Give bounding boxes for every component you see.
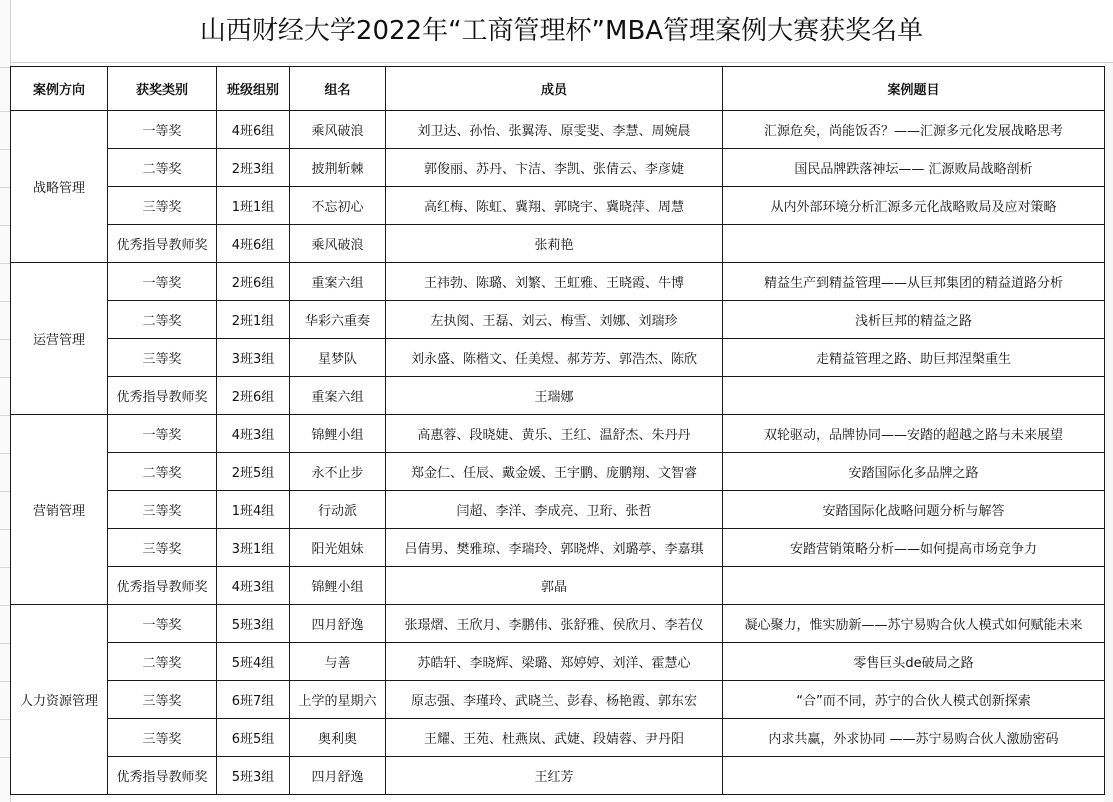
table-row: [11, 339, 1105, 377]
page-title: 山西财经大学2022年“工商管理杯”MBA管理案例大赛获奖名单: [10, 0, 1113, 63]
gutter-row-line: [0, 301, 10, 302]
cell-team: 与善: [290, 643, 386, 681]
cell-award: 三等奖: [108, 187, 217, 225]
cell-class: 2班1组: [217, 301, 290, 339]
cell-award: 优秀指导教师奖: [108, 757, 217, 795]
table-row: [11, 757, 1105, 795]
gutter-row-line: [0, 719, 10, 720]
gutter-row-line: [0, 67, 10, 68]
cell-topic: 凝心聚力，惟实励新——苏宁易购合伙人模式如何赋能未来: [723, 605, 1105, 643]
table-row: [11, 643, 1105, 681]
gutter-row-line: [0, 453, 10, 454]
cell-award: 一等奖: [108, 111, 217, 149]
cell-class: 2班6组: [217, 263, 290, 301]
cell-direction: 人力资源管理: [11, 605, 108, 795]
table-row: [11, 605, 1105, 643]
cell-class: 4班3组: [217, 567, 290, 605]
gutter-row-line: [0, 643, 10, 644]
gutter-row-line: [0, 149, 10, 150]
table-body: [11, 111, 1105, 795]
table-row: [11, 301, 1105, 339]
table-row: [11, 719, 1105, 757]
cell-members: 王祎勃、陈璐、刘繁、王虹雅、王晓霞、牛博: [386, 263, 723, 301]
cell-topic: 汇源危矣，尚能饭否？——汇源多元化发展战略思考: [723, 111, 1105, 149]
sheet-right-edge: [1104, 62, 1113, 802]
cell-members: 高惠蓉、段晓婕、黄乐、王红、温舒杰、朱丹丹: [386, 415, 723, 453]
table-row: [11, 149, 1105, 187]
gutter-row-line: [0, 681, 10, 682]
cell-award: 一等奖: [108, 605, 217, 643]
table-row: [11, 225, 1105, 263]
cell-topic: 零售巨头de破局之路: [723, 643, 1105, 681]
cell-team: 四月舒逸: [290, 757, 386, 795]
cell-direction: 战略管理: [11, 111, 108, 263]
cell-class: 5班3组: [217, 605, 290, 643]
cell-members: 苏皓轩、李晓辉、梁璐、郑婷婷、刘洋、霍慧心: [386, 643, 723, 681]
cell-members: 刘永盛、陈楷文、任美煜、郝芳芳、郭浩杰、陈欣: [386, 339, 723, 377]
cell-members: 郭俊丽、苏丹、卞洁、李凯、张倩云、李彦婕: [386, 149, 723, 187]
cell-team: 星梦队: [290, 339, 386, 377]
column-header-topic: 案例题目: [723, 67, 1105, 111]
gutter-row-line: [0, 377, 10, 378]
gutter-row-line: [0, 567, 10, 568]
cell-award: 二等奖: [108, 149, 217, 187]
table-row: [11, 377, 1105, 415]
gutter-row-line: [0, 225, 10, 226]
cell-class: 6班5组: [217, 719, 290, 757]
cell-topic: [723, 757, 1105, 795]
cell-topic: [723, 567, 1105, 605]
gutter-row-line: [0, 529, 10, 530]
table-row: [11, 263, 1105, 301]
cell-award: 优秀指导教师奖: [108, 377, 217, 415]
cell-team: 乘风破浪: [290, 111, 386, 149]
cell-topic: 双轮驱动，品牌协同——安踏的超越之路与未来展望: [723, 415, 1105, 453]
table-row: [11, 187, 1105, 225]
cell-class: 5班4组: [217, 643, 290, 681]
gutter-row-line: [0, 415, 10, 416]
cell-class: 5班3组: [217, 757, 290, 795]
cell-topic: “合”而不同，苏宁的合伙人模式创新探索: [723, 681, 1105, 719]
table-row: [11, 567, 1105, 605]
cell-class: 2班5组: [217, 453, 290, 491]
column-header-team: 组名: [290, 67, 386, 111]
cell-award: 三等奖: [108, 681, 217, 719]
gutter-row-line: [0, 491, 10, 492]
cell-team: 行动派: [290, 491, 386, 529]
cell-topic: 从内外部环境分析汇源多元化战略败局及应对策略: [723, 187, 1105, 225]
cell-topic: 国民品牌跌落神坛—— 汇源败局战略剖析: [723, 149, 1105, 187]
cell-members: 王红芳: [386, 757, 723, 795]
cell-topic: 内求共赢，外求协同 ——苏宁易购合伙人激励密码: [723, 719, 1105, 757]
cell-award: 三等奖: [108, 719, 217, 757]
cell-class: 1班4组: [217, 491, 290, 529]
column-header-members: 成员: [386, 67, 723, 111]
cell-topic: [723, 225, 1105, 263]
cell-team: 上学的星期六: [290, 681, 386, 719]
gutter-row-line: [0, 263, 10, 264]
cell-award: 三等奖: [108, 529, 217, 567]
cell-class: 3班1组: [217, 529, 290, 567]
header-row: [11, 67, 1105, 111]
cell-topic: [723, 377, 1105, 415]
award-table: [10, 66, 1105, 795]
table-row: [11, 111, 1105, 149]
cell-team: 锦鲤小组: [290, 415, 386, 453]
column-header-class: 班级组别: [217, 67, 290, 111]
cell-members: 郭晶: [386, 567, 723, 605]
cell-topic: 安踏营销策略分析——如何提高市场竞争力: [723, 529, 1105, 567]
cell-award: 优秀指导教师奖: [108, 567, 217, 605]
cell-direction: 营销管理: [11, 415, 108, 605]
cell-team: 重案六组: [290, 377, 386, 415]
cell-team: 永不止步: [290, 453, 386, 491]
gutter-row-line: [0, 757, 10, 758]
cell-members: 王瑞娜: [386, 377, 723, 415]
cell-class: 2班6组: [217, 377, 290, 415]
column-header-direction: 案例方向: [11, 67, 108, 111]
cell-award: 三等奖: [108, 339, 217, 377]
cell-award: 三等奖: [108, 491, 217, 529]
cell-class: 1班1组: [217, 187, 290, 225]
cell-members: 高红梅、陈虹、冀翔、郭晓宇、冀晓萍、周慧: [386, 187, 723, 225]
table-row: [11, 415, 1105, 453]
cell-members: 郑金仁、任辰、戴金媛、王宇鹏、庞鹏翔、文智睿: [386, 453, 723, 491]
table-row: [11, 491, 1105, 529]
cell-award: 一等奖: [108, 263, 217, 301]
cell-class: 4班3组: [217, 415, 290, 453]
cell-team: 乘风破浪: [290, 225, 386, 263]
cell-class: 4班6组: [217, 225, 290, 263]
cell-topic: 浅析巨邦的精益之路: [723, 301, 1105, 339]
cell-team: 阳光姐妹: [290, 529, 386, 567]
cell-team: 披荆斩棘: [290, 149, 386, 187]
cell-team: 四月舒逸: [290, 605, 386, 643]
cell-team: 重案六组: [290, 263, 386, 301]
cell-members: 刘卫达、孙怡、张翼涛、原雯斐、李慧、周婉晨: [386, 111, 723, 149]
cell-award: 优秀指导教师奖: [108, 225, 217, 263]
cell-topic: 安踏国际化多品牌之路: [723, 453, 1105, 491]
gutter-row-line: [0, 605, 10, 606]
cell-class: 2班3组: [217, 149, 290, 187]
cell-class: 6班7组: [217, 681, 290, 719]
cell-members: 左执阂、王磊、刘云、梅雪、刘娜、刘瑞珍: [386, 301, 723, 339]
cell-award: 二等奖: [108, 453, 217, 491]
cell-team: 奥利奥: [290, 719, 386, 757]
cell-members: 张莉艳: [386, 225, 723, 263]
cell-team: 华彩六重奏: [290, 301, 386, 339]
cell-topic: 走精益管理之路、助巨邦涅槃重生: [723, 339, 1105, 377]
table-row: [11, 529, 1105, 567]
cell-members: 张璟熠、王欣月、李鹏伟、张舒雅、侯欣月、李若仪: [386, 605, 723, 643]
table-row: [11, 681, 1105, 719]
cell-team: 不忘初心: [290, 187, 386, 225]
cell-direction: 运营管理: [11, 263, 108, 415]
cell-members: 闫超、李洋、李成亮、卫珩、张哲: [386, 491, 723, 529]
cell-team: 锦鲤小组: [290, 567, 386, 605]
cell-members: 王耀、王苑、杜燕岚、武婕、段婧蓉、尹丹阳: [386, 719, 723, 757]
gutter-row-line: [0, 339, 10, 340]
gutter-row-line: [0, 187, 10, 188]
cell-members: 吕倩男、樊雅琼、李瑞玲、郭晓烨、刘璐葶、李嘉琪: [386, 529, 723, 567]
cell-members: 原志强、李瑾玲、武晓兰、彭春、杨艳霞、郭东宏: [386, 681, 723, 719]
cell-topic: 精益生产到精益管理——从巨邦集团的精益道路分析: [723, 263, 1105, 301]
cell-award: 二等奖: [108, 301, 217, 339]
cell-award: 二等奖: [108, 643, 217, 681]
column-header-award: 获奖类别: [108, 67, 217, 111]
cell-class: 3班3组: [217, 339, 290, 377]
table-row: [11, 453, 1105, 491]
cell-topic: 安踏国际化战略问题分析与解答: [723, 491, 1105, 529]
gutter-row-line: [0, 111, 10, 112]
cell-class: 4班6组: [217, 111, 290, 149]
cell-award: 一等奖: [108, 415, 217, 453]
